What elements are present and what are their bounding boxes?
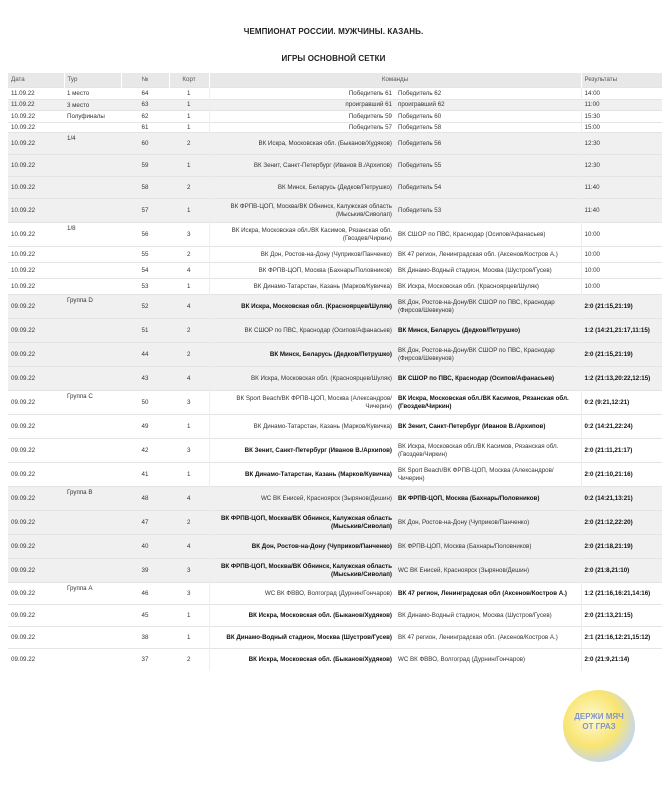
cell-court: 3: [169, 439, 209, 463]
table-row: [8, 487, 662, 511]
cell-team-1: ВК ФРПВ-ЦОП, Москва/ВК Обнинск, Калужская область (Мыськив/Сиволап): [209, 511, 395, 535]
table-row: [8, 367, 662, 391]
cell-team-2: Победитель 62: [395, 88, 581, 100]
cell-team-2: WC ВК ФВВО, Волгоград (Дурнин/Гончаров): [395, 649, 581, 671]
cell-round: [64, 649, 121, 671]
cell-round: Полуфиналы: [64, 111, 121, 123]
cell-number: 40: [121, 535, 169, 559]
cell-date: 10.09.22: [8, 223, 64, 247]
cell-team-1: проигравший 61: [209, 99, 395, 111]
cell-round: [64, 605, 121, 627]
cell-result: 2:0 (21:10,21:16): [581, 463, 662, 487]
cell-team-2: ВК Динамо-Водный стадион, Москва (Шустров/Гусев): [395, 263, 581, 279]
cell-court: 1: [169, 155, 209, 177]
cell-court: 2: [169, 649, 209, 671]
cell-court: 1: [169, 279, 209, 295]
cell-number: 57: [121, 199, 169, 223]
cell-result: 2:0 (21:13,21:15): [581, 605, 662, 627]
cell-number: 46: [121, 583, 169, 605]
table-row: [8, 133, 662, 155]
cell-team-1: ВК Динамо-Татарстан, Казань (Марков/Кувичка): [209, 463, 395, 487]
cell-number: 39: [121, 559, 169, 583]
cell-result: 1:2 (14:21,21:17,11:15): [581, 319, 662, 343]
cell-team-2: ВК 47 регион, Ленинградская обл. (Аксенов/Костров А.): [395, 627, 581, 649]
table-row: [8, 88, 662, 100]
cell-number: 43: [121, 367, 169, 391]
table-row: [8, 463, 662, 487]
cell-team-1: ВК Динамо-Татарстан, Казань (Марков/Кувичка): [209, 279, 395, 295]
cell-date: 10.09.22: [8, 133, 64, 155]
cell-result: 0:2 (14:21,22:24): [581, 415, 662, 439]
cell-result: 14:00: [581, 88, 662, 100]
cell-date: 09.09.22: [8, 439, 64, 463]
cell-team-2: Победитель 55: [395, 155, 581, 177]
cell-team-2: ВК СШОР по ПВС, Краснодар (Осипов/Афанасьев): [395, 367, 581, 391]
cell-result: 11:00: [581, 99, 662, 111]
table-row: [8, 111, 662, 123]
cell-round: 1/8: [64, 223, 121, 247]
table-row: [8, 415, 662, 439]
cell-team-1: ВК ФРПВ-ЦОП, Москва/ВК Обнинск, Калужская область (Мыськив/Сиволап): [209, 199, 395, 223]
cell-date: 09.09.22: [8, 295, 64, 319]
cell-date: 09.09.22: [8, 487, 64, 511]
table-row: [8, 319, 662, 343]
cell-date: 09.09.22: [8, 415, 64, 439]
cell-date: 10.09.22: [8, 263, 64, 279]
cell-team-2: ВК 47 регион, Ленинградская обл (Аксенов/Костров А.): [395, 583, 581, 605]
cell-number: 50: [121, 391, 169, 415]
cell-team-1: ВК Искра, Московская обл. (Быканов/Худяков): [209, 133, 395, 155]
cell-court: 1: [169, 199, 209, 223]
table-row: [8, 99, 662, 111]
cell-number: 61: [121, 122, 169, 133]
cell-team-2: ВК Динамо-Водный стадион, Москва (Шустров/Гусев): [395, 605, 581, 627]
cell-result: 10:00: [581, 247, 662, 263]
table-row: [8, 343, 662, 367]
table-row: [8, 177, 662, 199]
cell-result: 2:0 (21:15,21:19): [581, 343, 662, 367]
cell-date: 11.09.22: [8, 99, 64, 111]
cell-team-1: ВК Зенит, Санкт-Петербург (Иванов В./Архипов): [209, 439, 395, 463]
cell-result: 15:00: [581, 122, 662, 133]
cell-number: 51: [121, 319, 169, 343]
table-row: [8, 122, 662, 133]
cell-team-1: WC ВК Енисей, Красноярск (Зырянов/Дешин): [209, 487, 395, 511]
cell-round: [64, 247, 121, 263]
cell-team-2: Победитель 56: [395, 133, 581, 155]
cell-team-1: ВК ФРПВ-ЦОП, Москва (Бахнарь/Половников): [209, 263, 395, 279]
cell-result: 2:0 (21:15,21:19): [581, 295, 662, 319]
cell-court: 3: [169, 223, 209, 247]
cell-result: 2:0 (21:12,22:20): [581, 511, 662, 535]
cell-number: 45: [121, 605, 169, 627]
cell-round: [64, 343, 121, 367]
cell-result: 2:0 (21:11,21:17): [581, 439, 662, 463]
cell-round: [64, 319, 121, 343]
cell-court: 4: [169, 295, 209, 319]
cell-number: 47: [121, 511, 169, 535]
cell-date: 09.09.22: [8, 319, 64, 343]
cell-result: 2:0 (21:18,21:19): [581, 535, 662, 559]
cell-court: 1: [169, 463, 209, 487]
cell-date: 11.09.22: [8, 88, 64, 100]
cell-date: 09.09.22: [8, 559, 64, 583]
cell-round: 1 место: [64, 88, 121, 100]
table-row: [8, 223, 662, 247]
cell-court: 1: [169, 111, 209, 123]
table-row: [8, 511, 662, 535]
cell-court: 2: [169, 133, 209, 155]
cell-team-2: ВК Дон, Ростов-на-Дону/ВК СШОР по ПВС, Краснодар (Фирсов/Шевкунов): [395, 343, 581, 367]
page-title: ЧЕМПИОНАТ РОССИИ. МУЖЧИНЫ. КАЗАНЬ.: [243, 27, 424, 36]
cell-team-2: ВК Дон, Ростов-на-Дону (Чуприков/Панченко): [395, 511, 581, 535]
cell-team-1: ВК Искра, Московская обл. (Красноярцев/Шуляк): [209, 295, 395, 319]
cell-date: 09.09.22: [8, 511, 64, 535]
cell-team-2: ВК Искра, Московская обл./ВК Касимов, Рязанская обл. (Гвоздев/Чиркин): [395, 439, 581, 463]
cell-team-2: ВК Искра, Московская обл./ВК Касимов, Рязанская обл. (Гвоздев/Чиркин): [395, 391, 581, 415]
column-header-round: Тур: [64, 73, 121, 88]
cell-team-1: ВК ФРПВ-ЦОП, Москва/ВК Обнинск, Калужская область (Мыськив/Сиволап): [209, 559, 395, 583]
cell-team-1: ВК Искра, Московская обл. (Быканов/Худяков): [209, 649, 395, 671]
cell-result: 0:2 (9:21,12:21): [581, 391, 662, 415]
cell-round: [64, 122, 121, 133]
table-row: [8, 627, 662, 649]
cell-number: 54: [121, 263, 169, 279]
cell-team-1: WC ВК ФВВО, Волгоград (Дурнин/Гончаров): [209, 583, 395, 605]
cell-number: 55: [121, 247, 169, 263]
cell-team-2: ВК СШОР по ПВС, Краснодар (Осипов/Афанасьев): [395, 223, 581, 247]
cell-date: 09.09.22: [8, 605, 64, 627]
cell-date: 09.09.22: [8, 627, 64, 649]
logo: [563, 690, 635, 762]
cell-number: 56: [121, 223, 169, 247]
cell-date: 09.09.22: [8, 343, 64, 367]
cell-round: [64, 415, 121, 439]
cell-round: [64, 559, 121, 583]
cell-team-2: ВК Зенит, Санкт-Петербург (Иванов В./Архипов): [395, 415, 581, 439]
cell-court: 4: [169, 487, 209, 511]
cell-result: 12:30: [581, 155, 662, 177]
cell-team-2: проигравший 62: [395, 99, 581, 111]
logo-text: ДЕРЖИ МЯЧ: [574, 712, 624, 721]
cell-round: [64, 367, 121, 391]
cell-round: 3 место: [64, 99, 121, 111]
cell-team-1: ВК Дон, Ростов-на-Дону (Чуприков/Панченко): [209, 247, 395, 263]
cell-date: 09.09.22: [8, 391, 64, 415]
cell-round: Группа A: [64, 583, 121, 605]
cell-date: 10.09.22: [8, 279, 64, 295]
cell-number: 64: [121, 88, 169, 100]
cell-round: [64, 439, 121, 463]
cell-number: 41: [121, 463, 169, 487]
cell-round: [64, 155, 121, 177]
cell-team-1: ВК Минск, Беларусь (Дедков/Петрушко): [209, 177, 395, 199]
cell-team-2: ВК Дон, Ростов-на-Дону/ВК СШОР по ПВС, Краснодар (Фирсов/Шевкунов): [395, 295, 581, 319]
column-header-date: Дата: [8, 73, 64, 88]
cell-team-2: WC ВК Енисей, Красноярск (Зырянов/Дешин): [395, 559, 581, 583]
cell-result: 2:0 (21:8,21:10): [581, 559, 662, 583]
cell-number: 38: [121, 627, 169, 649]
cell-number: 59: [121, 155, 169, 177]
cell-number: 48: [121, 487, 169, 511]
cell-round: [64, 177, 121, 199]
cell-date: 09.09.22: [8, 535, 64, 559]
cell-date: 10.09.22: [8, 122, 64, 133]
cell-round: [64, 199, 121, 223]
cell-date: 09.09.22: [8, 649, 64, 671]
cell-team-1: ВК Искра, Московская обл./ВК Касимов, Рязанская обл. (Гвоздев/Чиркин): [209, 223, 395, 247]
cell-result: 10:00: [581, 223, 662, 247]
column-header-teams: Команды: [209, 73, 581, 88]
cell-number: 44: [121, 343, 169, 367]
cell-team-1: ВК Дон, Ростов-на-Дону (Чуприков/Панченко): [209, 535, 395, 559]
cell-team-2: ВК ФРПВ-ЦОП, Москва (Бахнарь/Половников): [395, 487, 581, 511]
cell-court: 1: [169, 415, 209, 439]
cell-result: 11:40: [581, 177, 662, 199]
cell-number: 52: [121, 295, 169, 319]
cell-round: Группа D: [64, 295, 121, 319]
cell-result: 2:1 (21:16,12:21,15:12): [581, 627, 662, 649]
column-header-court: Корт: [169, 73, 209, 88]
cell-result: 10:00: [581, 279, 662, 295]
cell-team-1: ВК Искра, Московская обл. (Быканов/Худяков): [209, 605, 395, 627]
cell-round: [64, 463, 121, 487]
cell-date: 10.09.22: [8, 155, 64, 177]
cell-date: 10.09.22: [8, 177, 64, 199]
cell-number: 53: [121, 279, 169, 295]
cell-round: [64, 627, 121, 649]
cell-team-2: Победитель 53: [395, 199, 581, 223]
cell-round: [64, 511, 121, 535]
cell-date: 09.09.22: [8, 463, 64, 487]
table-header-row: [8, 73, 662, 88]
cell-date: 10.09.22: [8, 247, 64, 263]
table-row: [8, 583, 662, 605]
table-row: [8, 199, 662, 223]
cell-round: 1/4: [64, 133, 121, 155]
cell-court: 1: [169, 122, 209, 133]
cell-team-2: ВК Искра, Московская обл. (Красноярцев/Шуляк): [395, 279, 581, 295]
cell-number: 42: [121, 439, 169, 463]
cell-team-1: Победитель 57: [209, 122, 395, 133]
table-row: [8, 535, 662, 559]
cell-team-1: ВК СШОР по ПВС, Краснодар (Осипов/Афанасьев): [209, 319, 395, 343]
cell-court: 2: [169, 343, 209, 367]
cell-result: 1:2 (21:16,16:21,14:16): [581, 583, 662, 605]
cell-date: 09.09.22: [8, 583, 64, 605]
cell-team-1: ВК Динамо-Водный стадион, Москва (Шустров/Гусев): [209, 627, 395, 649]
cell-court: 1: [169, 99, 209, 111]
cell-round: Группа B: [64, 487, 121, 511]
table-row: [8, 279, 662, 295]
cell-court: 1: [169, 627, 209, 649]
page-subtitle: ИГРЫ ОСНОВНОЙ СЕТКИ: [281, 54, 386, 63]
cell-team-2: ВК ФРПВ-ЦОП, Москва (Бахнарь/Половников): [395, 535, 581, 559]
cell-result: 11:40: [581, 199, 662, 223]
cell-team-2: ВК Sport Beach/ВК ФРПВ-ЦОП, Москва (Александров/Чичерин): [395, 463, 581, 487]
table-row: [8, 263, 662, 279]
table-row: [8, 605, 662, 627]
cell-court: 3: [169, 559, 209, 583]
cell-round: [64, 279, 121, 295]
cell-court: 1: [169, 605, 209, 627]
logo-text-2: ОТ ГРАЗ: [582, 722, 616, 731]
cell-court: 2: [169, 247, 209, 263]
cell-team-1: ВК Sport Beach/ВК ФРПВ-ЦОП, Москва (Александров/Чичерин): [209, 391, 395, 415]
table-row: [8, 295, 662, 319]
cell-number: 62: [121, 111, 169, 123]
cell-result: 10:00: [581, 263, 662, 279]
cell-result: 1:2 (21:13,20:22,12:15): [581, 367, 662, 391]
table-row: [8, 391, 662, 415]
cell-team-1: ВК Искра, Московская обл. (Красноярцев/Шуляк): [209, 367, 395, 391]
cell-number: 63: [121, 99, 169, 111]
cell-date: 10.09.22: [8, 199, 64, 223]
cell-team-1: Победитель 59: [209, 111, 395, 123]
cell-court: 4: [169, 367, 209, 391]
cell-court: 2: [169, 319, 209, 343]
table-row: [8, 247, 662, 263]
cell-result: 15:30: [581, 111, 662, 123]
cell-round: [64, 535, 121, 559]
cell-team-1: Победитель 61: [209, 88, 395, 100]
cell-court: 1: [169, 88, 209, 100]
cell-round: [64, 263, 121, 279]
cell-result: 2:0 (21:9,21:14): [581, 649, 662, 671]
table-row: [8, 439, 662, 463]
cell-number: 37: [121, 649, 169, 671]
cell-team-2: Победитель 60: [395, 111, 581, 123]
column-header-number: №: [121, 73, 169, 88]
cell-date: 10.09.22: [8, 111, 64, 123]
cell-court: 3: [169, 391, 209, 415]
column-header-results: Результаты: [581, 73, 662, 88]
cell-team-2: Победитель 54: [395, 177, 581, 199]
schedule-table: [8, 73, 663, 671]
cell-round: Группа C: [64, 391, 121, 415]
table-row: [8, 155, 662, 177]
cell-team-1: ВК Минск, Беларусь (Дедков/Петрушко): [209, 343, 395, 367]
cell-team-1: ВК Динамо-Татарстан, Казань (Марков/Кувичка): [209, 415, 395, 439]
cell-result: 0:2 (14:21,13:21): [581, 487, 662, 511]
cell-team-1: ВК Зенит, Санкт-Петербург (Иванов В./Архипов): [209, 155, 395, 177]
cell-court: 4: [169, 535, 209, 559]
cell-number: 60: [121, 133, 169, 155]
table-row: [8, 649, 662, 671]
cell-number: 58: [121, 177, 169, 199]
cell-court: 3: [169, 583, 209, 605]
cell-date: 09.09.22: [8, 367, 64, 391]
cell-team-2: Победитель 58: [395, 122, 581, 133]
cell-court: 4: [169, 263, 209, 279]
cell-court: 2: [169, 511, 209, 535]
cell-result: 12:30: [581, 133, 662, 155]
cell-team-2: ВК Минск, Беларусь (Дедков/Петрушко): [395, 319, 581, 343]
table-row: [8, 559, 662, 583]
cell-team-2: ВК 47 регион, Ленинградская обл. (Аксенов/Костров А.): [395, 247, 581, 263]
cell-court: 2: [169, 177, 209, 199]
cell-number: 49: [121, 415, 169, 439]
